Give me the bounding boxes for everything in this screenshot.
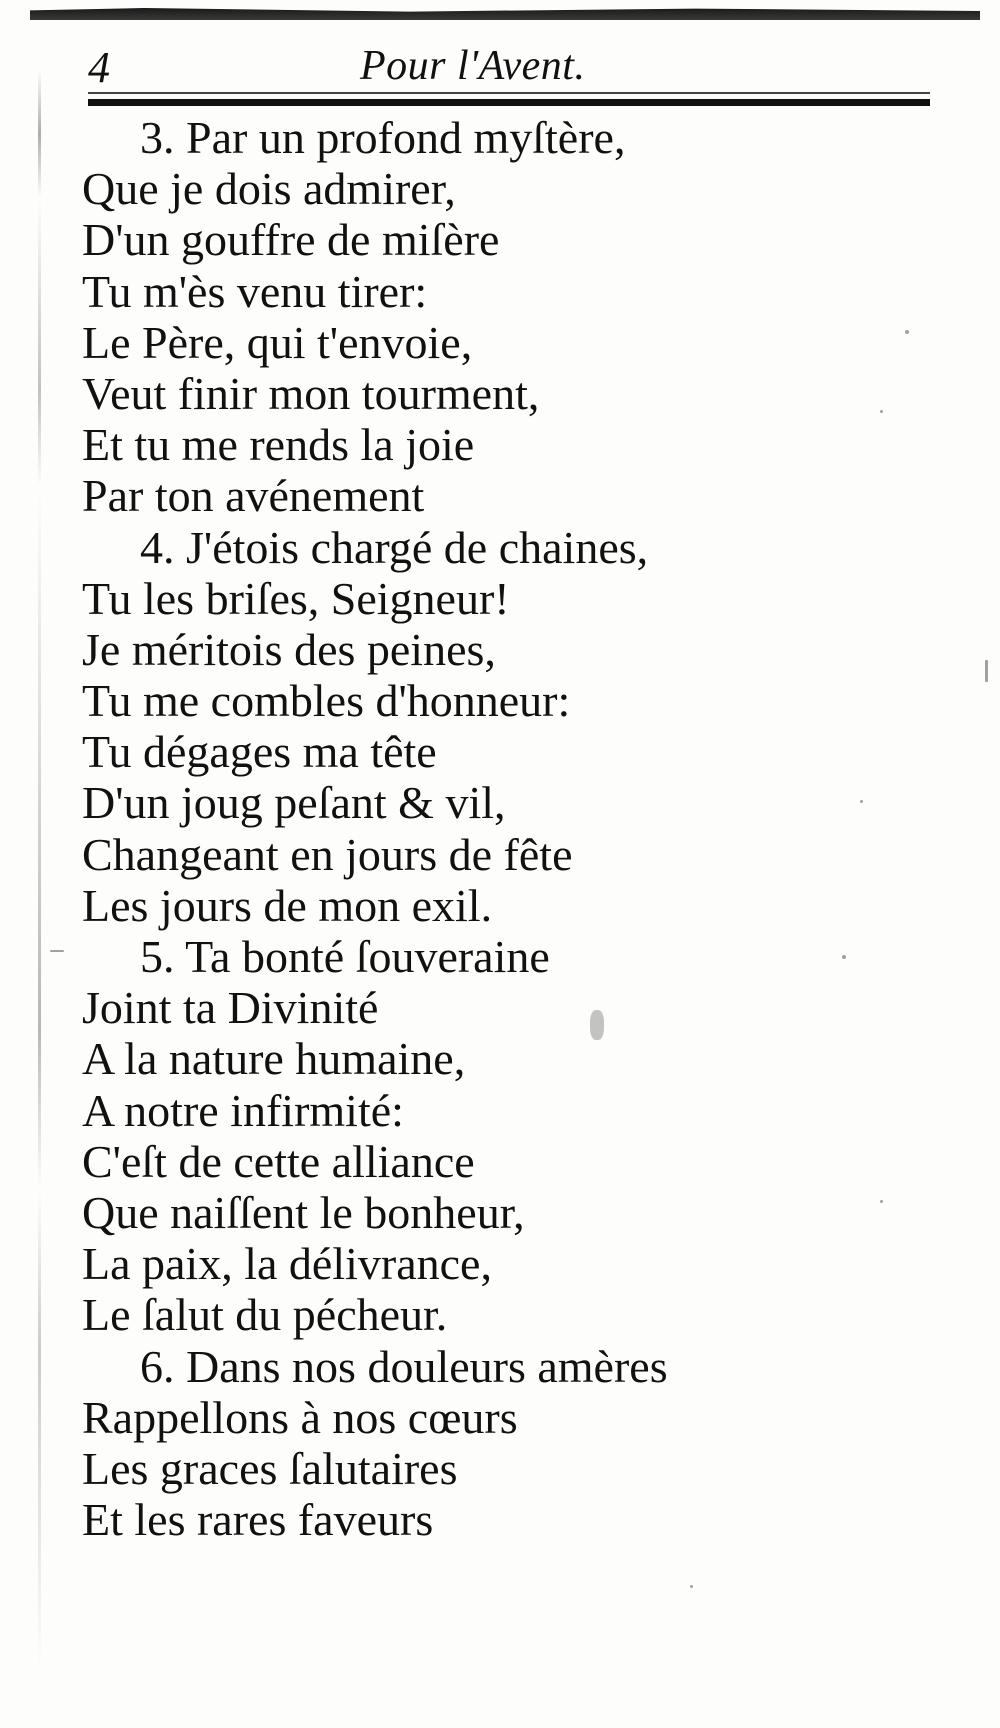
verse-line: C'eſt de cette alliance [82, 1135, 475, 1187]
hymn-text [82, 112, 962, 1545]
header-rule-thin [88, 92, 930, 94]
verse-line: Tu m'ès venu tirer: [82, 265, 428, 317]
scan-speck [690, 1585, 693, 1588]
running-head [88, 28, 938, 92]
verse-line: Et tu me rends la joie [82, 419, 475, 471]
scan-speck [50, 950, 64, 952]
verse-line: 6. Dans nos douleurs amères [140, 1340, 668, 1392]
verse-line: Joint ta Divinité [82, 982, 379, 1034]
verse-line: D'un gouffre de miſère [82, 214, 500, 266]
verse-line: Veut finir mon tourment, [82, 367, 540, 419]
scan-speck [842, 955, 846, 959]
verse-line: Tu dégages ma tête [82, 726, 437, 778]
verse-line: D'un joug peſant & vil, [82, 777, 506, 829]
scan-speck [880, 410, 883, 413]
verse-line: La paix, la délivrance, [82, 1238, 492, 1290]
verse-line: Rappellons à nos cœurs [82, 1391, 518, 1443]
page-number: 4 [88, 43, 110, 92]
verse-line: Que naiſſent le bonheur, [82, 1186, 525, 1238]
verse-line: 3. Par un profond myſtère, [140, 112, 626, 163]
verse-line: A la nature humaine, [82, 1033, 466, 1085]
header-rule [88, 99, 930, 106]
verse-line: Que je dois admirer, [82, 163, 456, 215]
verse-line: Je méritois des peines, [82, 623, 496, 675]
verse-line: Les jours de mon exil. [82, 879, 493, 931]
page-top-edge [30, 8, 980, 20]
scan-speck [880, 1200, 883, 1203]
scan-speck [590, 1010, 604, 1040]
scan-speck [860, 800, 863, 803]
verse-line: 5. Ta bonté ſouveraine [140, 931, 550, 982]
verse-line: Les graces ſalutaires [82, 1442, 458, 1494]
scan-speck [905, 330, 909, 334]
verse-line: Tu les briſes, Seigneur! [82, 572, 510, 624]
verse-line: 4. J'étois chargé de chaines, [140, 521, 649, 573]
scan-speck [985, 660, 988, 682]
verse-line: Changeant en jours de fête [82, 828, 573, 880]
verse-line: Tu me combles d'honneur: [82, 675, 571, 727]
verse-line: Le ſalut du pécheur. [82, 1289, 448, 1341]
verse-line: Le Père, qui t'envoie, [82, 316, 473, 368]
running-title: Pour l'Avent. [360, 43, 586, 89]
verse-line: Par ton avénement [82, 470, 425, 522]
verse-line: Et les rares faveurs [82, 1494, 434, 1546]
left-margin-shadow [38, 70, 41, 1670]
verse-line: A notre infirmité: [82, 1084, 404, 1136]
